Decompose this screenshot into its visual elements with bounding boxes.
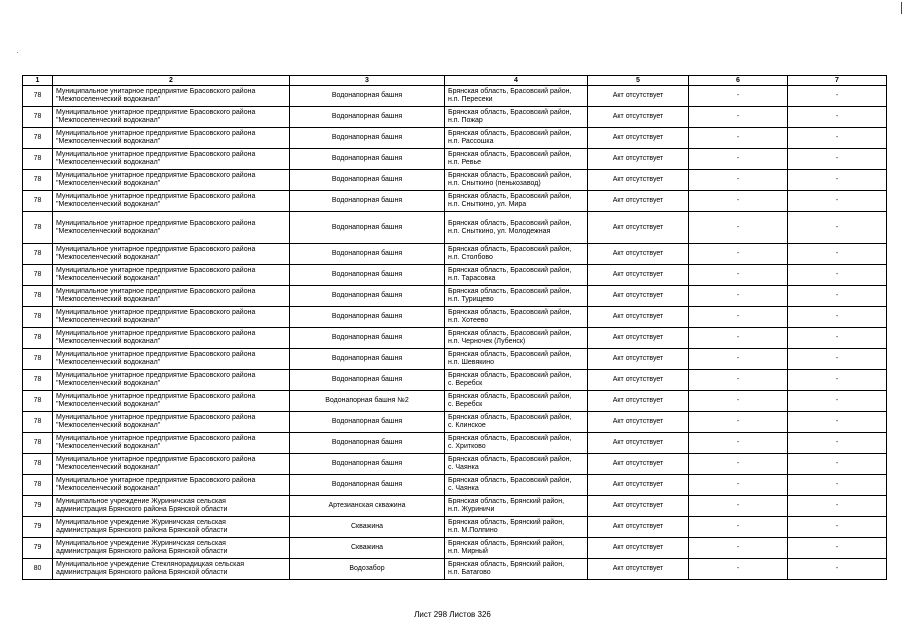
- column-7-cell: -: [788, 370, 887, 391]
- column-7-cell: -: [788, 265, 887, 286]
- column-7-cell: -: [788, 149, 887, 170]
- organization-cell-line: "Межпоселенческий водоканал": [56, 359, 161, 366]
- address-cell-line: с. Веребск: [448, 401, 483, 408]
- table-body: [23, 86, 887, 580]
- address-cell-line: с. Хритково: [448, 443, 486, 450]
- organization-cell: [53, 128, 290, 149]
- object-cell: Водонапорная башня: [290, 86, 445, 107]
- act-status-cell: Акт отсутствует: [588, 496, 689, 517]
- address-cell-line: н.п. Пожар: [448, 117, 483, 124]
- object-cell: Артезианская скважина: [290, 496, 445, 517]
- organization-cell-line: Муниципальное унитарное предприятие Брасовского района: [56, 393, 256, 400]
- act-status-cell: Акт отсутствует: [588, 265, 689, 286]
- organization-cell: [53, 286, 290, 307]
- address-cell: [445, 244, 588, 265]
- organization-cell-line: Муниципальное унитарное предприятие Брасовского района: [56, 351, 256, 358]
- address-cell: [445, 475, 588, 496]
- object-cell: Водонапорная башня: [290, 170, 445, 191]
- address-cell-line: Брянская область, Брасовский район,: [448, 372, 572, 379]
- organization-cell: [53, 538, 290, 559]
- act-status-cell: Акт отсутствует: [588, 307, 689, 328]
- scan-speck: [17, 52, 18, 53]
- address-cell: [445, 212, 588, 244]
- column-6-cell: -: [689, 517, 788, 538]
- column-header: 2: [53, 76, 290, 86]
- organization-cell-line: Муниципальное унитарное предприятие Брасовского района: [56, 330, 256, 337]
- table-row: [23, 128, 887, 149]
- column-6-cell: -: [689, 328, 788, 349]
- address-cell-line: Брянская область, Брасовский район,: [448, 88, 572, 95]
- act-status-cell: Акт отсутствует: [588, 517, 689, 538]
- address-cell-line: Брянская область, Брасовский район,: [448, 288, 572, 295]
- table-row: [23, 496, 887, 517]
- column-7-cell: -: [788, 328, 887, 349]
- address-cell-line: с. Чаянка: [448, 464, 479, 471]
- object-cell: Водозабор: [290, 559, 445, 580]
- column-7-cell: -: [788, 391, 887, 412]
- organization-cell-line: Муниципальное унитарное предприятие Брасовского района: [56, 372, 256, 379]
- address-cell: [445, 349, 588, 370]
- act-status-cell: Акт отсутствует: [588, 454, 689, 475]
- column-6-cell: -: [689, 212, 788, 244]
- address-cell: [445, 370, 588, 391]
- column-6-cell: -: [689, 265, 788, 286]
- organization-cell-line: Муниципальное унитарное предприятие Брасовского района: [56, 309, 256, 316]
- organization-cell-line: "Межпоселенческий водоканал": [56, 401, 161, 408]
- organization-cell-line: Муниципальное унитарное предприятие Брасовского района: [56, 172, 256, 179]
- organization-cell: [53, 412, 290, 433]
- row-number: 78: [23, 328, 53, 349]
- object-cell: Водонапорная башня: [290, 349, 445, 370]
- organization-cell: [53, 454, 290, 475]
- table-row: [23, 286, 887, 307]
- address-cell-line: Брянская область, Брасовский район,: [448, 393, 572, 400]
- address-cell-line: н.п. Столбово: [448, 254, 493, 261]
- column-6-cell: -: [689, 391, 788, 412]
- organization-cell: [53, 107, 290, 128]
- row-number: 78: [23, 170, 53, 191]
- table-row: [23, 370, 887, 391]
- register-table: [22, 75, 887, 580]
- page-footer: Лист 298 Листов 326: [414, 610, 491, 619]
- act-status-cell: Акт отсутствует: [588, 170, 689, 191]
- organization-cell-line: "Межпоселенческий водоканал": [56, 96, 161, 103]
- table-row: [23, 454, 887, 475]
- organization-cell-line: "Межпоселенческий водоканал": [56, 422, 161, 429]
- column-6-cell: -: [689, 370, 788, 391]
- row-number: 78: [23, 107, 53, 128]
- organization-cell-line: Муниципальное учреждение Журиничская сельская: [56, 498, 226, 505]
- organization-cell: [53, 349, 290, 370]
- column-6-cell: -: [689, 107, 788, 128]
- address-cell: [445, 149, 588, 170]
- organization-cell-line: "Межпоселенческий водоканал": [56, 180, 161, 187]
- organization-cell-line: Муниципальное унитарное предприятие Брасовского района: [56, 414, 256, 421]
- organization-cell-line: Муниципальное унитарное предприятие Брасовского района: [56, 477, 256, 484]
- object-cell: Водонапорная башня: [290, 433, 445, 454]
- row-number: 78: [23, 149, 53, 170]
- table-row: [23, 191, 887, 212]
- row-number: 78: [23, 244, 53, 265]
- table-row: [23, 107, 887, 128]
- column-6-cell: -: [689, 286, 788, 307]
- object-cell: Скважина: [290, 538, 445, 559]
- address-cell: [445, 412, 588, 433]
- table-row: [23, 517, 887, 538]
- address-cell-line: н.п. Черночек (Лубенск): [448, 338, 526, 345]
- column-7-cell: -: [788, 475, 887, 496]
- column-7-cell: -: [788, 244, 887, 265]
- object-cell: Водонапорная башня: [290, 475, 445, 496]
- object-cell: Водонапорная башня: [290, 265, 445, 286]
- column-6-cell: -: [689, 191, 788, 212]
- table-row: [23, 475, 887, 496]
- organization-cell-line: "Межпоселенческий водоканал": [56, 159, 161, 166]
- table-row: [23, 328, 887, 349]
- column-6-cell: -: [689, 559, 788, 580]
- address-cell-line: н.п. Сныткино, ул. Мира: [448, 201, 527, 208]
- organization-cell-line: Муниципальное унитарное предприятие Брасовского района: [56, 288, 256, 295]
- address-cell: [445, 191, 588, 212]
- column-6-cell: -: [689, 128, 788, 149]
- row-number: 78: [23, 391, 53, 412]
- object-cell: Водонапорная башня: [290, 191, 445, 212]
- object-cell: Водонапорная башня: [290, 307, 445, 328]
- table-row: [23, 349, 887, 370]
- address-cell: [445, 391, 588, 412]
- column-7-cell: -: [788, 86, 887, 107]
- organization-cell: [53, 559, 290, 580]
- organization-cell: [53, 191, 290, 212]
- act-status-cell: Акт отсутствует: [588, 212, 689, 244]
- row-number: 79: [23, 496, 53, 517]
- address-cell: [445, 286, 588, 307]
- scan-edge-mark: [901, 2, 902, 14]
- column-7-cell: -: [788, 559, 887, 580]
- row-number: 78: [23, 265, 53, 286]
- table-row: [23, 391, 887, 412]
- organization-cell-line: "Межпоселенческий водоканал": [56, 296, 161, 303]
- address-cell-line: н.п. Тарасовка: [448, 275, 496, 282]
- address-cell: [445, 328, 588, 349]
- organization-cell-line: "Межпоселенческий водоканал": [56, 464, 161, 471]
- row-number: 80: [23, 559, 53, 580]
- organization-cell-line: "Межпоселенческий водоканал": [56, 254, 161, 261]
- organization-cell: [53, 517, 290, 538]
- organization-cell: [53, 265, 290, 286]
- column-6-cell: -: [689, 244, 788, 265]
- address-cell: [445, 86, 588, 107]
- address-cell-line: Брянская область, Брасовский район,: [448, 151, 572, 158]
- column-header: 6: [689, 76, 788, 86]
- organization-cell-line: Муниципальное унитарное предприятие Брасовского района: [56, 88, 256, 95]
- organization-cell: [53, 475, 290, 496]
- table-row: [23, 559, 887, 580]
- address-cell-line: Брянская область, Брасовский район,: [448, 219, 572, 227]
- address-cell: [445, 559, 588, 580]
- table-row: [23, 412, 887, 433]
- column-7-cell: -: [788, 349, 887, 370]
- organization-cell-line: Муниципальное учреждение Журиничская сельская: [56, 519, 226, 526]
- organization-cell: [53, 86, 290, 107]
- address-cell-line: Брянская область, Брасовский район,: [448, 267, 572, 274]
- act-status-cell: Акт отсутствует: [588, 191, 689, 212]
- column-7-cell: -: [788, 191, 887, 212]
- column-6-cell: -: [689, 433, 788, 454]
- act-status-cell: Акт отсутствует: [588, 538, 689, 559]
- column-7-cell: -: [788, 517, 887, 538]
- row-number: 78: [23, 370, 53, 391]
- address-cell: [445, 107, 588, 128]
- organization-cell-line: Муниципальное унитарное предприятие Брасовского района: [56, 151, 256, 158]
- table-row: [23, 86, 887, 107]
- organization-cell-line: Муниципальное унитарное предприятие Брасовского района: [56, 456, 256, 463]
- column-7-cell: -: [788, 454, 887, 475]
- row-number: 78: [23, 86, 53, 107]
- object-cell: Водонапорная башня: [290, 370, 445, 391]
- address-cell-line: Брянская область, Брасовский район,: [448, 477, 572, 484]
- table-row: [23, 244, 887, 265]
- organization-cell: [53, 244, 290, 265]
- column-6-cell: -: [689, 307, 788, 328]
- column-6-cell: -: [689, 349, 788, 370]
- column-header: 4: [445, 76, 588, 86]
- address-cell-line: Брянская область, Брасовский район,: [448, 414, 572, 421]
- organization-cell: [53, 307, 290, 328]
- act-status-cell: Акт отсутствует: [588, 433, 689, 454]
- row-number: 78: [23, 212, 53, 244]
- row-number: 78: [23, 349, 53, 370]
- address-cell-line: Брянская область, Брасовский район,: [448, 172, 572, 179]
- column-7-cell: -: [788, 496, 887, 517]
- organization-cell-line: "Межпоселенческий водоканал": [56, 380, 161, 387]
- address-cell-line: н.п. Ревье: [448, 159, 482, 166]
- address-cell-line: Брянская область, Брасовский район,: [448, 246, 572, 253]
- table-row: [23, 170, 887, 191]
- organization-cell-line: Муниципальное унитарное предприятие Брасовского района: [56, 109, 256, 116]
- act-status-cell: Акт отсутствует: [588, 86, 689, 107]
- organization-cell-line: Муниципальное учреждение Журиничская сельская: [56, 540, 226, 547]
- row-number: 79: [23, 538, 53, 559]
- column-6-cell: -: [689, 170, 788, 191]
- address-cell-line: н.п. Турищево: [448, 296, 494, 303]
- organization-cell: [53, 212, 290, 244]
- organization-cell-line: администрация Брянского района Брянской области: [56, 527, 228, 534]
- row-number: 78: [23, 475, 53, 496]
- act-status-cell: Акт отсутствует: [588, 349, 689, 370]
- organization-cell: [53, 149, 290, 170]
- column-6-cell: -: [689, 412, 788, 433]
- row-number: 78: [23, 412, 53, 433]
- header-row: [23, 76, 887, 86]
- address-cell: [445, 517, 588, 538]
- address-cell: [445, 128, 588, 149]
- address-cell-line: Брянская область, Брасовский район,: [448, 309, 572, 316]
- address-cell-line: Брянская область, Брасовский район,: [448, 435, 572, 442]
- act-status-cell: Акт отсутствует: [588, 244, 689, 265]
- object-cell: Водонапорная башня: [290, 412, 445, 433]
- organization-cell-line: "Межпоселенческий водоканал": [56, 201, 161, 208]
- column-6-cell: -: [689, 86, 788, 107]
- column-7-cell: -: [788, 307, 887, 328]
- address-cell-line: Брянская область, Брасовский район,: [448, 456, 572, 463]
- row-number: 78: [23, 286, 53, 307]
- object-cell: Водонапорная башня: [290, 286, 445, 307]
- column-7-cell: -: [788, 128, 887, 149]
- object-cell: Водонапорная башня: [290, 328, 445, 349]
- address-cell-line: н.п. М.Полпино: [448, 527, 498, 534]
- column-6-cell: -: [689, 475, 788, 496]
- column-7-cell: -: [788, 412, 887, 433]
- object-cell: Водонапорная башня: [290, 454, 445, 475]
- address-cell: [445, 170, 588, 191]
- object-cell: Водонапорная башня: [290, 212, 445, 244]
- organization-cell: [53, 391, 290, 412]
- address-cell: [445, 538, 588, 559]
- column-7-cell: -: [788, 170, 887, 191]
- address-cell-line: Брянская область, Брасовский район,: [448, 330, 572, 337]
- address-cell: [445, 496, 588, 517]
- act-status-cell: Акт отсутствует: [588, 128, 689, 149]
- act-status-cell: Акт отсутствует: [588, 107, 689, 128]
- address-cell-line: Брянская область, Брасовский район,: [448, 351, 572, 358]
- address-cell-line: с. Клинское: [448, 422, 486, 429]
- object-cell: Водонапорная башня: [290, 149, 445, 170]
- address-cell-line: н.п. Мирный: [448, 548, 488, 555]
- organization-cell-line: "Межпоселенческий водоканал": [56, 317, 161, 324]
- organization-cell: [53, 496, 290, 517]
- organization-cell-line: "Межпоселенческий водоканал": [56, 485, 161, 492]
- object-cell: Водонапорная башня: [290, 107, 445, 128]
- organization-cell-line: "Межпоселенческий водоканал": [56, 138, 161, 145]
- organization-cell-line: Муниципальное унитарное предприятие Брасовского района: [56, 130, 256, 137]
- act-status-cell: Акт отсутствует: [588, 475, 689, 496]
- table-row: [23, 433, 887, 454]
- act-status-cell: Акт отсутствует: [588, 412, 689, 433]
- table-row: [23, 307, 887, 328]
- table-row: [23, 212, 887, 244]
- address-cell-line: Брянская область, Брянский район,: [448, 540, 565, 547]
- address-cell-line: Брянская область, Брянский район,: [448, 519, 565, 526]
- column-header: 3: [290, 76, 445, 86]
- object-cell: Водонапорная башня №2: [290, 391, 445, 412]
- organization-cell-line: Муниципальное унитарное предприятие Брасовского района: [56, 246, 256, 253]
- row-number: 78: [23, 191, 53, 212]
- column-7-cell: -: [788, 538, 887, 559]
- act-status-cell: Акт отсутствует: [588, 559, 689, 580]
- organization-cell-line: "Межпоселенческий водоканал": [56, 443, 161, 450]
- act-status-cell: Акт отсутствует: [588, 328, 689, 349]
- organization-cell-line: администрация Брянского района Брянской области: [56, 548, 228, 555]
- address-cell-line: с. Веребск: [448, 380, 483, 387]
- column-7-cell: -: [788, 286, 887, 307]
- address-cell: [445, 433, 588, 454]
- address-cell: [445, 265, 588, 286]
- address-cell-line: н.п. Рассошка: [448, 138, 494, 145]
- table-row: [23, 149, 887, 170]
- address-cell-line: с. Чаянка: [448, 485, 479, 492]
- row-number: 79: [23, 517, 53, 538]
- column-6-cell: -: [689, 149, 788, 170]
- table-row: [23, 265, 887, 286]
- row-number: 78: [23, 433, 53, 454]
- column-6-cell: -: [689, 496, 788, 517]
- address-cell: [445, 454, 588, 475]
- row-number: 78: [23, 454, 53, 475]
- row-number: 78: [23, 307, 53, 328]
- address-cell-line: Брянская область, Брасовский район,: [448, 130, 572, 137]
- organization-cell-line: Муниципальное учреждение Стеклянорадицкая сельская: [56, 561, 245, 568]
- column-7-cell: -: [788, 107, 887, 128]
- address-cell-line: н.п. Пересеки: [448, 96, 493, 103]
- column-7-cell: -: [788, 433, 887, 454]
- organization-cell: [53, 328, 290, 349]
- act-status-cell: Акт отсутствует: [588, 286, 689, 307]
- column-6-cell: -: [689, 454, 788, 475]
- organization-cell: [53, 370, 290, 391]
- address-cell-line: н.п. Батагово: [448, 569, 491, 576]
- act-status-cell: Акт отсутствует: [588, 149, 689, 170]
- address-cell-line: н.п. Хотеево: [448, 317, 489, 324]
- organization-cell: [53, 170, 290, 191]
- organization-cell-line: "Межпоселенческий водоканал": [56, 227, 161, 235]
- column-6-cell: -: [689, 538, 788, 559]
- organization-cell-line: администрация Брянского района Брянской области: [56, 569, 228, 576]
- act-status-cell: Акт отсутствует: [588, 370, 689, 391]
- address-cell-line: Брянская область, Брасовский район,: [448, 109, 572, 116]
- object-cell: Скважина: [290, 517, 445, 538]
- column-header: 5: [588, 76, 689, 86]
- organization-cell-line: "Межпоселенческий водоканал": [56, 117, 161, 124]
- column-header: 1: [23, 76, 53, 86]
- object-cell: Водонапорная башня: [290, 128, 445, 149]
- organization-cell-line: Муниципальное унитарное предприятие Брасовского района: [56, 219, 256, 227]
- row-number: 78: [23, 128, 53, 149]
- address-cell-line: Брянская область, Брянский район,: [448, 498, 565, 505]
- address-cell-line: н.п. Сныткино (пенькозавод): [448, 180, 541, 187]
- column-header: 7: [788, 76, 887, 86]
- address-cell: [445, 307, 588, 328]
- act-status-cell: Акт отсутствует: [588, 391, 689, 412]
- address-cell-line: Брянская область, Брасовский район,: [448, 193, 572, 200]
- organization-cell-line: "Межпоселенческий водоканал": [56, 275, 161, 282]
- address-cell-line: н.п. Журиничи: [448, 506, 495, 513]
- address-cell-line: Брянская область, Брянский район,: [448, 561, 565, 568]
- organization-cell-line: администрация Брянского района Брянской области: [56, 506, 228, 513]
- organization-cell-line: Муниципальное унитарное предприятие Брасовского района: [56, 267, 256, 274]
- organization-cell-line: "Межпоселенческий водоканал": [56, 338, 161, 345]
- organization-cell: [53, 433, 290, 454]
- column-7-cell: -: [788, 212, 887, 244]
- organization-cell-line: Муниципальное унитарное предприятие Брасовского района: [56, 193, 256, 200]
- address-cell-line: н.п. Сныткино, ул. Молодежная: [448, 227, 551, 235]
- address-cell-line: н.п. Шевякино: [448, 359, 494, 366]
- table-row: [23, 538, 887, 559]
- object-cell: Водонапорная башня: [290, 244, 445, 265]
- organization-cell-line: Муниципальное унитарное предприятие Брасовского района: [56, 435, 256, 442]
